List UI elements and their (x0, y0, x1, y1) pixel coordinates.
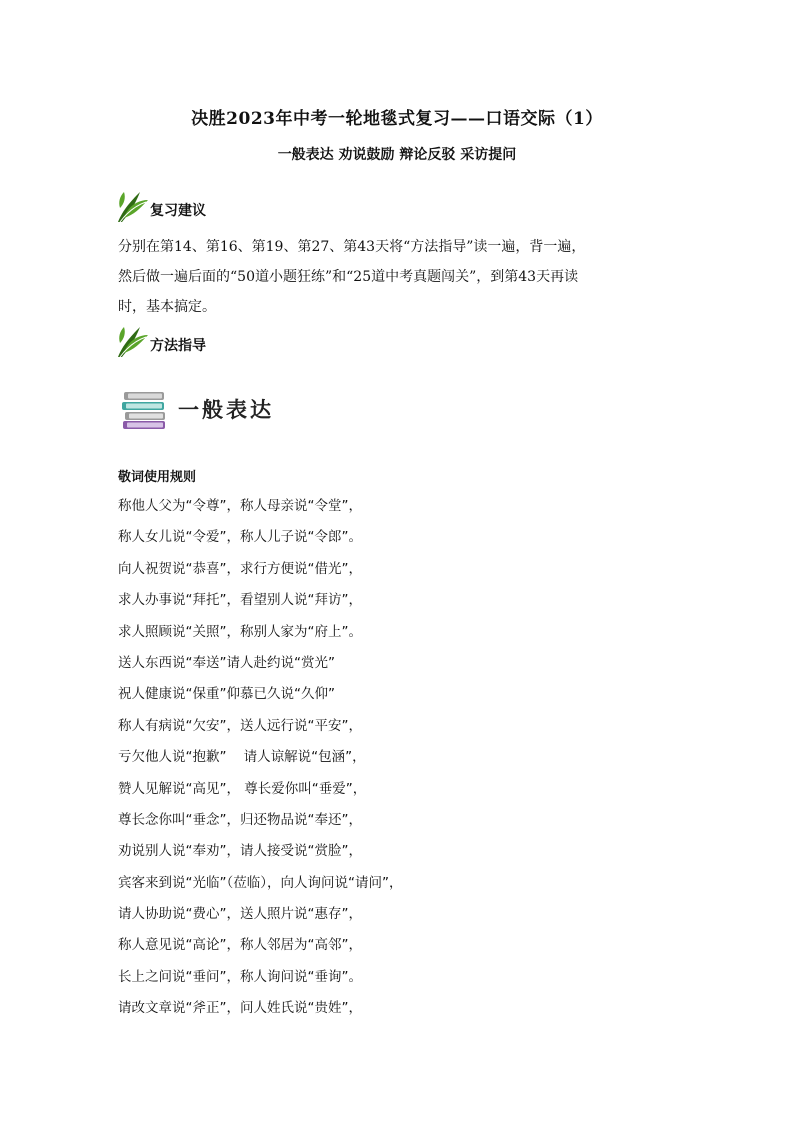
review-paragraph (118, 232, 678, 322)
list-item: 亏欠他人说“抱歉” 请人谅解说“包涵”， (118, 749, 366, 766)
list-item: 尊长念你叫“垂念”，归还物品说“奉还”， (118, 811, 362, 828)
review-line: 然后做一遍后面的“50道小题狂练”和“25道中考真题闯关”，到第43天再读 (118, 269, 579, 285)
books-icon (122, 388, 168, 430)
list-item: 称人女儿说“令爱”，称人儿子说“令郎”。 (118, 529, 362, 546)
list-item: 向人祝贺说“恭喜”，求行方便说“借光”， (118, 560, 362, 577)
list-item: 劝说别人说“奉劝”，请人接受说“赏脸”， (118, 843, 362, 860)
list-item: 求人照顾说“关照”，称别人家为“府上”。 (118, 623, 362, 640)
review-line: 分别在第14、第16、第19、第27、第43天将“方法指导”读一遍，背一遍， (118, 239, 586, 255)
list-item: 赞人见解说“高见”， 尊长爱你叫“垂爱”， (118, 780, 367, 797)
section-heading-method (114, 323, 414, 359)
list-item: 称人意见说“高论”，称人邻居为“高邻”， (118, 937, 362, 954)
page-title: 决胜2023年中考一轮地毯式复习——口语交际（1） (191, 109, 603, 129)
rules-heading: 敬词使用规则 (118, 470, 197, 485)
list-item: 请人协助说“费心”，送人照片说“惠存”， (118, 906, 362, 923)
topic-banner (122, 388, 322, 430)
list-item: 求人办事说“拜托”，看望别人说“拜访”， (118, 592, 362, 609)
leaf-icon (114, 323, 150, 359)
list-item: 祝人健康说“保重”仰慕已久说“久仰” (118, 686, 335, 703)
page-subtitle: 一般表达 劝说鼓励 辩论反驳 采访提问 (277, 147, 517, 163)
list-item: 送人东西说“奉送”请人赴约说“赏光” (118, 654, 335, 671)
list-item: 请改文章说“斧正”，问人姓氏说“贵姓”， (118, 1000, 362, 1017)
section-label: 复习建议 (150, 203, 206, 219)
list-item: 称他人父为“令尊”，称人母亲说“令堂”， (118, 498, 362, 514)
leaf-icon (114, 188, 150, 224)
review-line: 时，基本搞定。 (118, 299, 216, 315)
list-item: 长上之问说“垂问”，称人询问说“垂询”。 (118, 968, 362, 985)
list-item: 宾客来到说“光临”（莅临），向人询问说“请问”， (118, 874, 403, 891)
banner-label: 一般表达 (178, 398, 274, 422)
list-item: 称人有病说“欠安”，送人远行说“平安”， (118, 717, 362, 734)
section-heading-review (114, 188, 414, 224)
section-label: 方法指导 (150, 338, 206, 354)
rules-list (118, 491, 698, 1025)
